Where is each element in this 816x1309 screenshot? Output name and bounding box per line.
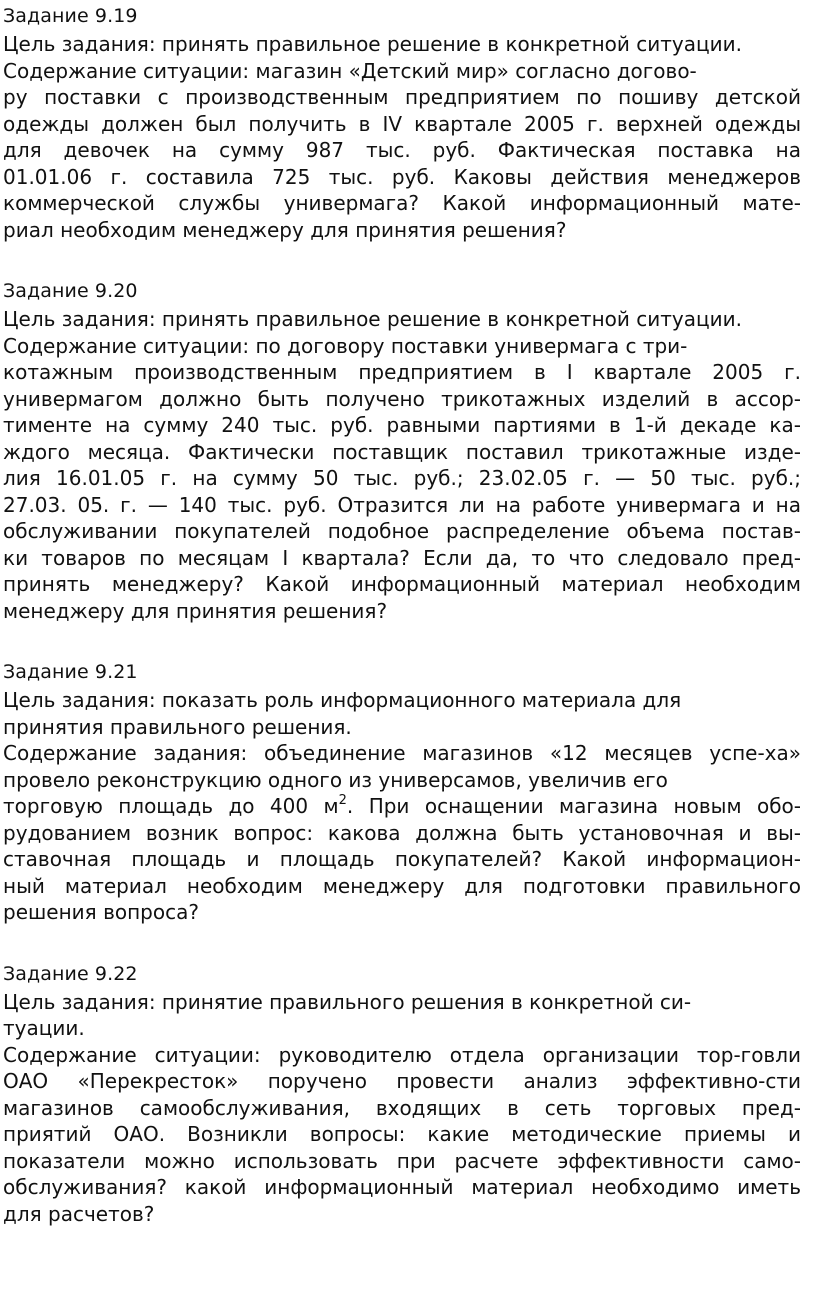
text-line: обслуживании покупателей подобное распределение объема постав- <box>3 519 801 543</box>
task-9-19 <box>3 2 801 243</box>
text-line: одежды должен был получить в IV квартале 2005 г. верхней одежды <box>3 111 801 136</box>
text-line: для девочек на сумму 987 тыс. руб. Фактическая поставка на <box>3 138 801 162</box>
text-line: универмагом должно быть получено трикотажных изделий в ассор- <box>3 386 801 411</box>
text-line: Цель задания: принятие правильного решения в конкретной си- <box>3 989 692 1014</box>
document-page <box>3 2 801 1261</box>
text-line: принятия правильного решения. <box>3 714 352 739</box>
text-line: показатели можно использовать при расчете эффективности само- <box>3 1148 801 1173</box>
text-line: Содержание ситуации: магазин «Детский мир» согласно догово- <box>3 58 697 83</box>
text-segment: . При оснащении магазина новым обо- <box>346 794 801 818</box>
text-line: рудованием возник вопрос: какова должна быть установочная и вы- <box>3 820 801 845</box>
text-segment: торговую площадь до 400 м <box>3 794 339 818</box>
task-9-21 <box>3 658 801 926</box>
task-title: Задание 9.22 <box>3 962 138 985</box>
text-line: провело реконструкцию одного из универсамов, увеличив его <box>3 767 668 792</box>
text-line: ставочная площадь и площадь покупателей? Какой информацион- <box>3 847 801 871</box>
text-line: туации. <box>3 1016 85 1040</box>
text-line: ру поставки с производственным предприятием по пошиву детской <box>3 85 801 109</box>
text-line: Содержание задания: объединение магазинов «12 месяцев успе-ха» <box>3 741 801 765</box>
text-line: приятий ОАО. Возникли вопросы: какие методические приемы и <box>3 1122 801 1146</box>
task-title: Задание 9.20 <box>3 280 138 302</box>
text-line: ОАО «Перекресток» поручено провести анализ эффективно-сти <box>3 1069 801 1093</box>
text-line: решения вопроса? <box>3 900 199 924</box>
text-line-with-superscript <box>3 793 801 820</box>
text-line: Содержание ситуации: руководителю отдела организации тор-говли <box>3 1042 801 1067</box>
text-line: магазинов самообслуживания, входящих в сеть торговых пред- <box>3 1095 801 1120</box>
text-line: Цель задания: показать роль информационного материала для <box>3 688 682 712</box>
text-line: ный материал необходим менеджеру для подготовки правильного <box>3 873 801 898</box>
text-line: для расчетов? <box>3 1201 155 1226</box>
text-line: Содержание ситуации: по договору поставки универмага с три- <box>3 333 688 358</box>
text-line: котажным производственным предприятием в I квартале 2005 г. <box>3 360 801 384</box>
task-9-20 <box>3 277 801 624</box>
text-line: принять менеджеру? Какой информационный материал необходим <box>3 572 801 596</box>
text-line: Цель задания: принять правильное решение в конкретной ситуации. <box>3 32 742 56</box>
task-title: Задание 9.19 <box>3 5 138 27</box>
text-line: менеджеру для принятия решения? <box>3 598 388 623</box>
text-line: ки товаров по месяцам I квартала? Если да, то что следовало пред- <box>3 545 801 570</box>
text-line: 27.03. 05. г. — 140 тыс. руб. Отразится ли на работе универмага и на <box>3 492 801 517</box>
text-line: коммерческой службы универмага? Какой информационный мате- <box>3 191 801 215</box>
text-line: риал необходим менеджеру для принятия решения? <box>3 217 567 242</box>
text-line: 01.01.06 г. составила 725 тыс. руб. Каковы действия менеджеров <box>3 164 801 189</box>
superscript: 2 <box>338 793 347 808</box>
text-line: тименте на сумму 240 тыс. руб. равными партиями в 1-й декаде ка- <box>3 413 801 437</box>
task-title: Задание 9.21 <box>3 661 138 683</box>
text-line: лия 16.01.05 г. на сумму 50 тыс. руб.; 23.02.05 г. — 50 тыс. руб.; <box>3 466 801 490</box>
text-line: обслуживания? какой информационный материал необходимо иметь <box>3 1175 801 1199</box>
task-9-22 <box>3 960 801 1228</box>
text-line: Цель задания: принять правильное решение в конкретной ситуации. <box>3 307 742 331</box>
text-line: ждого месяца. Фактически поставщик поставил трикотажные изде- <box>3 439 801 464</box>
